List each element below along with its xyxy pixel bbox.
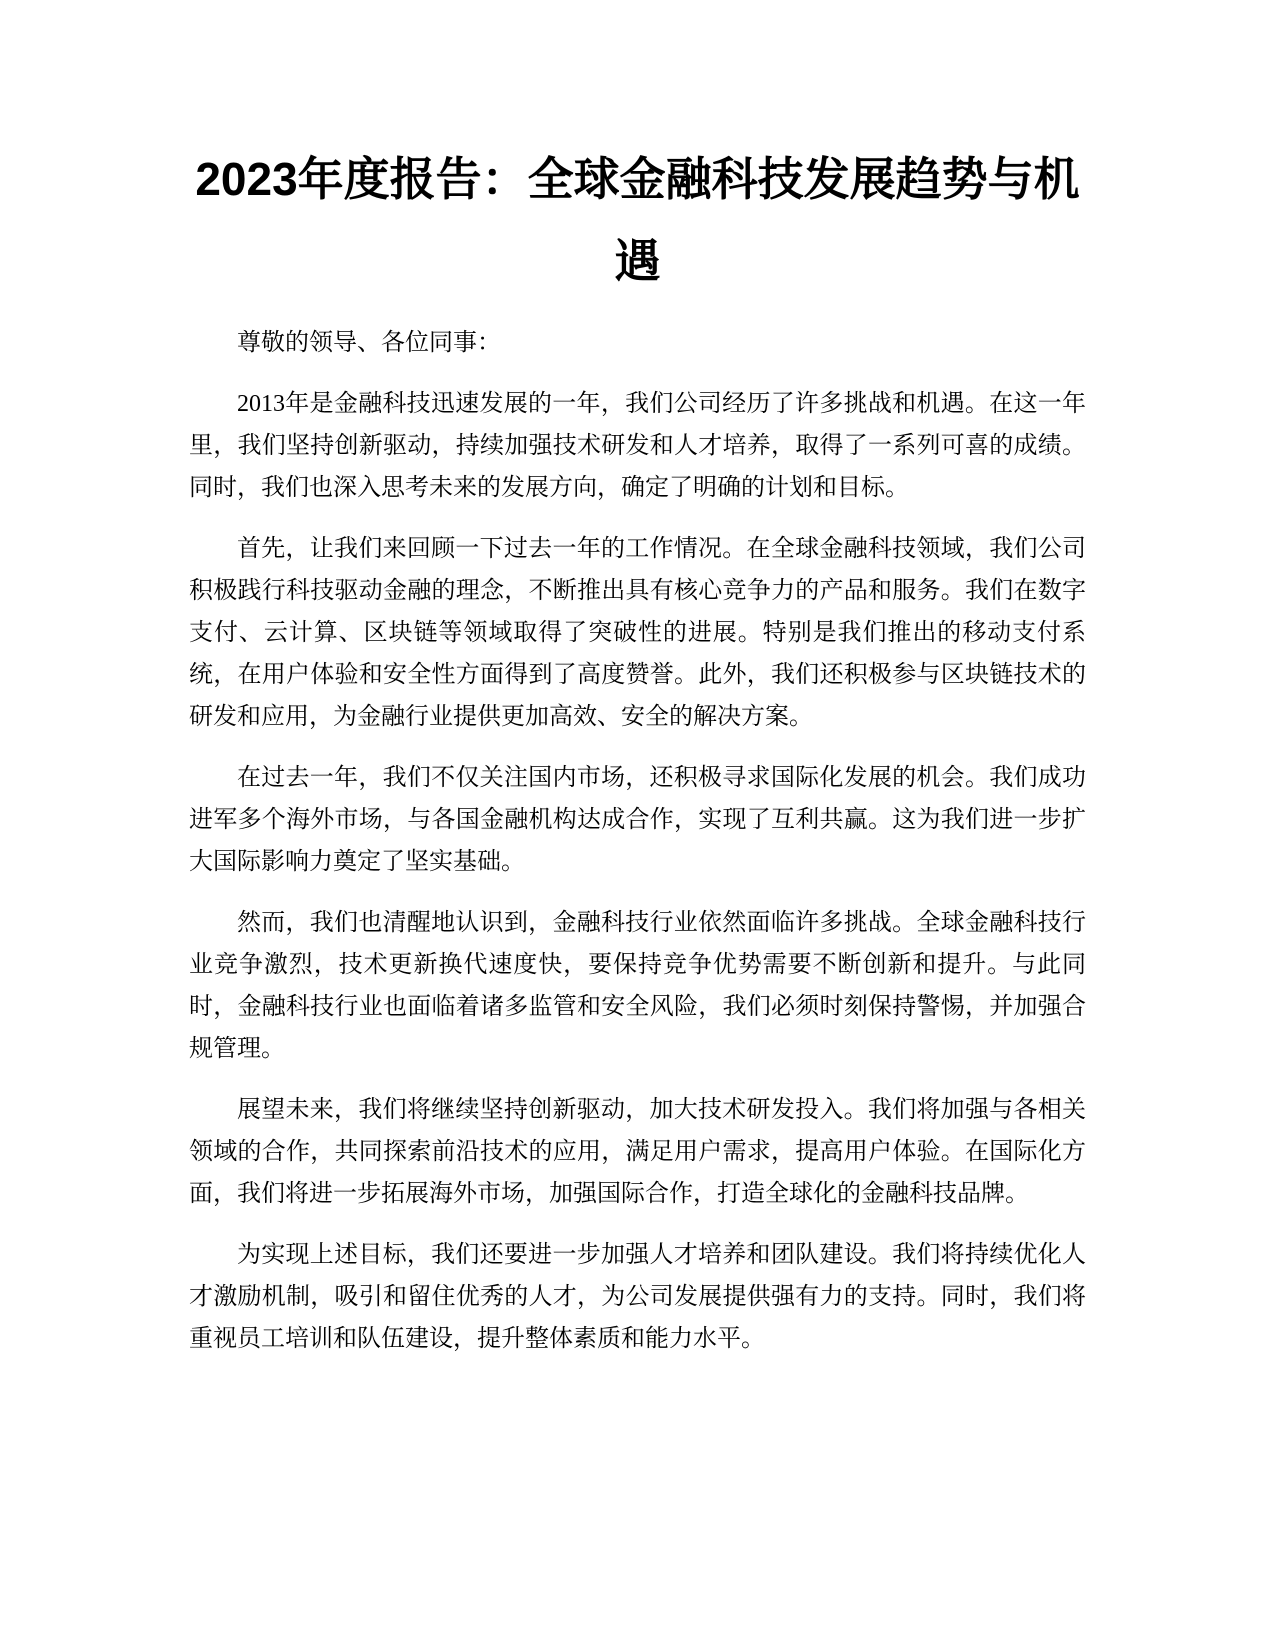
paragraph-6: 为实现上述目标，我们还要进一步加强人才培养和团队建设。我们将持续优化人才激励机制，吸引和留住优秀的人才，为公司发展提供强有力的支持。同时，我们将重视员工培训和队伍建设，提升整体素质和能力水平。 [189, 1242, 1086, 1352]
paragraph-5: 展望未来，我们将继续坚持创新驱动，加大技术研发投入。我们将加强与各相关领域的合作，共同探索前沿技术的应用，满足用户需求，提高用户体验。在国际化方面，我们将进一步拓展海外市场，加强国际合作，打造全球化的金融科技品牌。 [189, 1097, 1086, 1207]
salutation: 尊敬的领导、各位同事： [237, 330, 501, 356]
document-body [189, 322, 1086, 1379]
paragraph-1: 2013年是金融科技迅速发展的一年，我们公司经历了许多挑战和机遇。在这一年里，我们坚持创新驱动，持续加强技术研发和人才培养，取得了一系列可喜的成绩。同时，我们也深入思考未来的发展方向，确定了明确的计划和目标。 [189, 391, 1086, 501]
paragraph-3: 在过去一年，我们不仅关注国内市场，还积极寻求国际化发展的机会。我们成功进军多个海外市场，与各国金融机构达成合作，实现了互利共赢。这为我们进一步扩大国际影响力奠定了坚实基础。 [189, 765, 1086, 875]
paragraph-2: 首先，让我们来回顾一下过去一年的工作情况。在全球金融科技领域，我们公司积极践行科技驱动金融的理念，不断推出具有核心竞争力的产品和服务。我们在数字支付、云计算、区块链等领域取得了突破性的进展。特别是我们推出的移动支付系统，在用户体验和安全性方面得到了高度赞誉。此外，我们还积极参与区块链技术的研发和应用，为金融行业提供更加高效、安全的解决方案。 [189, 536, 1086, 730]
document-title: 2023年度报告：全球金融科技发展趋势与机遇 [195, 153, 1080, 287]
paragraph-4: 然而，我们也清醒地认识到，金融科技行业依然面临许多挑战。全球金融科技行业竞争激烈，技术更新换代速度快，要保持竞争优势需要不断创新和提升。与此同时，金融科技行业也面临着诸多监管和安全风险，我们必须时刻保持警惕，并加强合规管理。 [189, 910, 1086, 1062]
